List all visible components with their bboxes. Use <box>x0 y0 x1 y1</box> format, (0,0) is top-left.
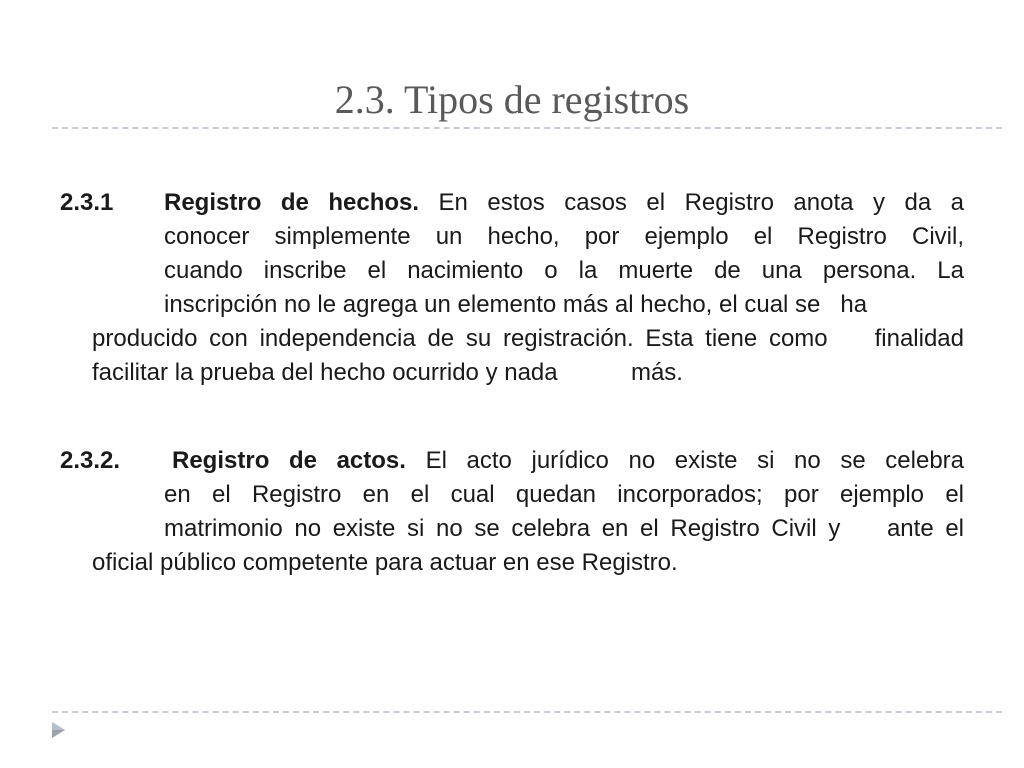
section-text: facilitar la prueba del hecho ocurrido y nada más. <box>92 359 683 386</box>
footer-divider <box>52 711 1002 713</box>
section-2-3-1-line-5 <box>60 322 964 356</box>
section-2-3-1-line-2: conocer simplemente un hecho, por ejemplo el Registro Civil, <box>164 223 964 250</box>
section-2-3-2 <box>60 444 964 580</box>
section-text: inscripción no le agrega un elemento más al hecho, el cual se ha <box>164 291 868 318</box>
title-divider <box>52 127 1002 129</box>
section-2-3-1-line-3: cuando inscribe el nacimiento o la muerte de una persona. La <box>164 257 964 284</box>
triangle-right-icon <box>50 721 66 739</box>
section-heading: Registro de hechos. <box>164 189 420 216</box>
section-text: producido con independencia de su registración. Esta tiene como finalidad <box>92 325 964 352</box>
section-2-3-1 <box>60 186 964 390</box>
section-text: matrimonio no existe si no se celebra en el Registro Civil y ante el <box>164 515 964 542</box>
section-number: 2.3.2. <box>60 447 121 474</box>
section-2-3-1-line-6 <box>60 356 964 390</box>
section-text: El acto jurídico no existe si no se celebra <box>425 447 965 474</box>
section-2-3-2-line-4: oficial público competente para actuar en ese Registro. <box>92 549 678 576</box>
section-2-3-1-line-4 <box>60 288 964 322</box>
section-text: En estos casos el Registro anota y da a <box>438 189 965 216</box>
slide-title: 2.3. Tipos de registros <box>334 77 690 122</box>
section-2-3-2-line-2: en el Registro en el cual quedan incorporados; por ejemplo el <box>164 481 964 508</box>
section-2-3-2-line-1 <box>60 444 964 478</box>
section-heading: Registro de actos. <box>172 447 406 474</box>
section-2-3-1-line-1 <box>60 186 964 220</box>
section-2-3-2-line-3 <box>60 512 964 546</box>
section-number: 2.3.1 <box>60 189 114 216</box>
